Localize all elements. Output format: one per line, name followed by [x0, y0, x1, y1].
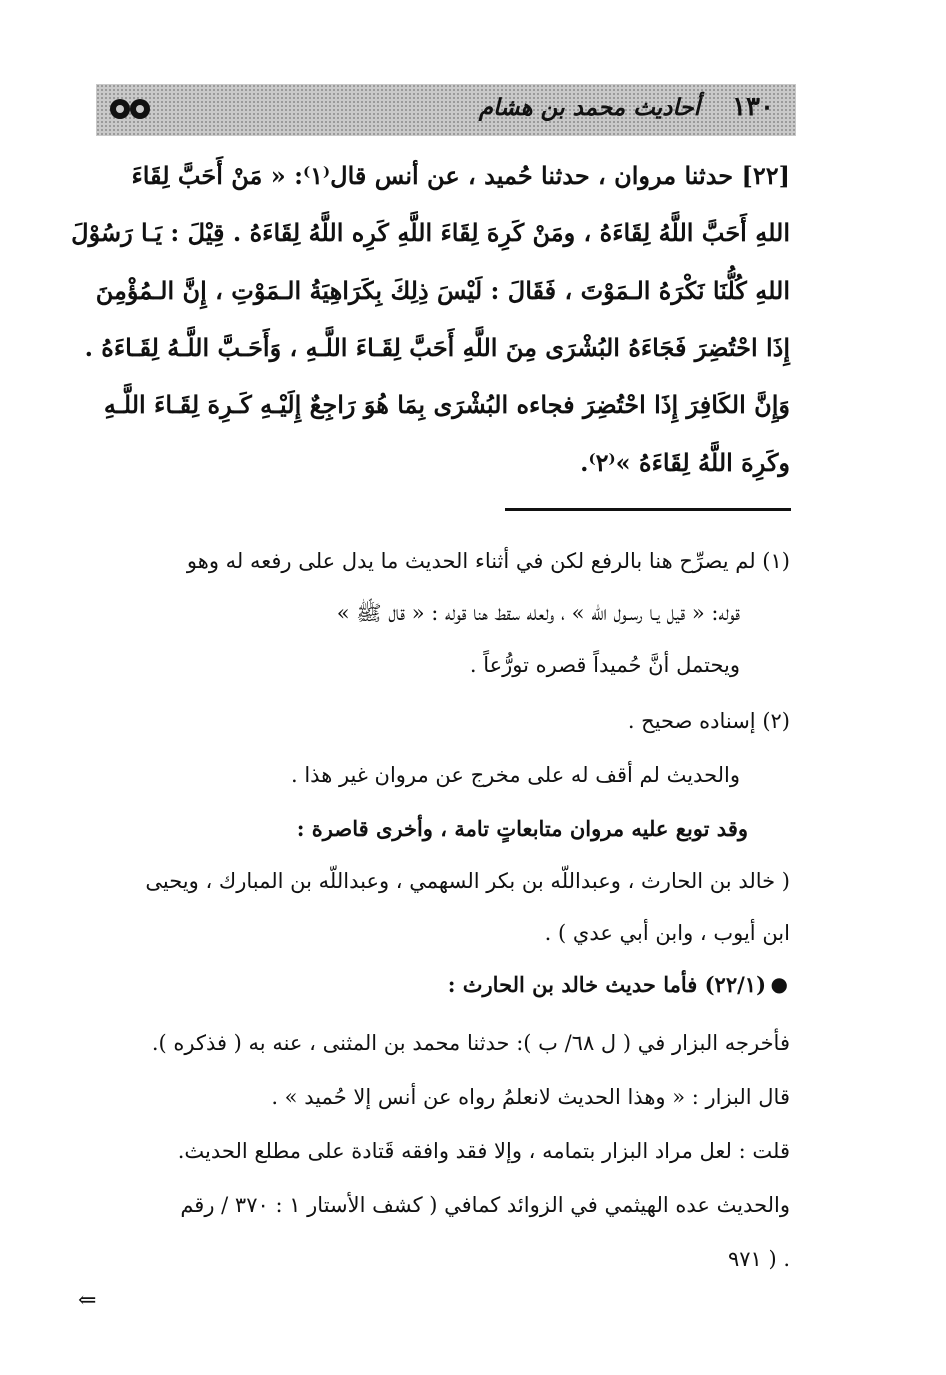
footnote-2-line: (٢) إسناده صحيح . [627, 709, 790, 733]
hadith-line: [٢٢] حدثنا مروان ، حدثنا حُميد ، عن أنس قال⁽١⁾: « مَنْ أَحَبَّ لِقَاءَ [131, 161, 790, 190]
body-line: فأخرجه البزار في ( ل ٦٨/ ب ): حدثنا محمد بن المثنى ، عنه به ( فذكره ). [151, 1031, 790, 1055]
body-line: قال البزار : « وهذا الحديث لانعلمُ رواه عن أنس إلا حُميد » . [271, 1085, 790, 1109]
body-line: . ( ٩٧١ [727, 1247, 790, 1271]
hadith-line: إِذَا احْتُضِرَ فَجَاءَهُ البُشْرَى مِنَ اللَّهِ أَحَبَّ لِقَـاءَ اللَّـهِ ، وَأَحَـبَّ اللَّـهُ لِقَـاءَهُ . [84, 333, 790, 362]
footnote-divider [505, 508, 791, 511]
hadith-line: اللهِ كُلُّنَا نَكْرَهُ الـمَوْتَ ، فَقَالَ : لَيْسَ ذِلِكَ بِكَرَاهِيَةُ الـمَوْتِ ، إِنَّ الـمُؤْمِنَ [95, 276, 790, 305]
hadith-text [71, 146, 790, 477]
list-line: ( خالد بن الحارث ، وعبداللّه بن بكر السهمي ، وعبداللّه بن المبارك ، ويحيى [145, 869, 790, 893]
section-heading: وقد توبع عليه مروان متابعاتٍ تامة ، وأخرى قاصرة : [296, 816, 748, 841]
hadith-line: وَإِنَّ الكَافِرَ إِذَا احْتُضِرَ فجاءه البُشْرَى بِمَا هُوَ رَاجِعٌ إِلَيْـهِ كَـرِهَ لِقَـاءَ اللَّـهِ [103, 390, 790, 419]
footnote-1-line: قوله: « قيل يـا رسـول اللّه » ، ولعله سقط هنا قوله : « قال ﷺ » [336, 601, 740, 625]
subsection-heading: (٢٢/١) فأما حديث خالد بن الحارث : [447, 972, 766, 997]
footnote-2-line: والحديث لم أقف له على مخرج عن مروان غير هذا . [290, 763, 740, 787]
hadith-line: وكَرِهَ اللَّهُ لِقَاءَهُ »⁽٢⁾. [580, 448, 790, 477]
continue-arrow-icon: ⇐ [78, 1288, 97, 1313]
ornament-icon [108, 96, 152, 122]
hadith-line: اللهِ أَحَبَّ اللَّهُ لِقَاءَهُ ، ومَنْ كَرِهَ لِقَاءَ اللَّهِ كَرِه اللَّهُ لِقَاءَهُ . قِيْلَ : يَـا رَسُوْلَ [71, 218, 790, 247]
bullet-icon: ● [770, 972, 788, 996]
body-line: والحديث عده الهيثمي في الزوائد كمافي ( كشف الأستار ١ : ٣٧٠ / رقم [180, 1193, 790, 1217]
header-title: أحاديث محمد بن هشام [478, 94, 700, 121]
list-line: ابن أيوب ، وابن أبي عدي ) . [544, 921, 790, 945]
body-line: قلت : لعل مراد البزار بتمامه ، وإلا فقد وافقه قَتادة على مطلع الحديث. [177, 1139, 790, 1163]
running-header [96, 84, 796, 136]
footnote-1-line: (١) لم يصرِّح هنا بالرفع لكن في أثناء الحديث ما يدل على رفعه له وهو [186, 549, 790, 573]
footnote-1-line: ويحتمل أنَّ حُميداً قصره تورُّعاً . [469, 653, 740, 677]
page-number: ١٣٠ [732, 92, 774, 122]
